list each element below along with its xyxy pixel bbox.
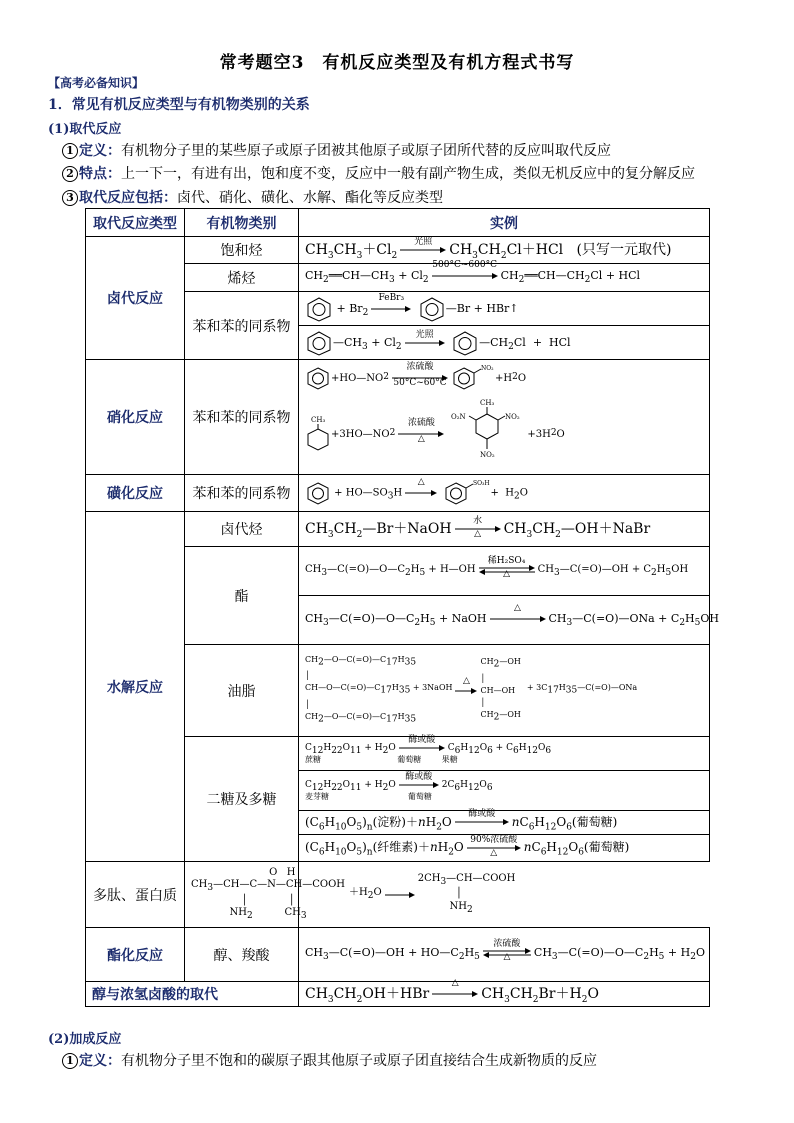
subsection-heading-2: (2)加成反应	[48, 1032, 122, 1047]
example-starch: $(C_6H_{10}O_5)_n$(淀粉)$+nH_2O$ 酶或酸 $nC_6H_{12}O_6$(葡萄糖)	[299, 811, 710, 835]
example-fat: $CH_2—O—C(=O)—C_{17}H_{35}$ │ $CH—O—C(=O)—C_{17}H_{35}$ + 3NaOH │ $CH_2—O—C(=O)—C_{17}H_{35}$ △ $CH_2—OH$ │ CH—OH │ $CH_2—OH$ + $3C_{17}H_{35}—C(=O)—ONa$	[299, 645, 710, 737]
class-benzene: 苯和苯的同系物	[185, 475, 299, 512]
reaction-arrow: 浓硫酸 50°C~60°C	[393, 362, 447, 388]
nitrobenzene-icon	[451, 364, 495, 392]
reaction-table	[85, 208, 719, 1007]
example-cellulose: $(C_6H_{10}O_5)_n$(纤维素)$+nH_2O$ 90%浓硫酸 △ $nC_6H_{12}O_6$(葡萄糖)	[299, 835, 710, 862]
benzene-ring-icon	[418, 296, 446, 322]
svg-text:NO₂: NO₂	[505, 413, 521, 421]
class-benzene: 苯和苯的同系物	[185, 360, 299, 475]
class-fat: 油脂	[185, 645, 299, 737]
reaction-arrow: 酶或酸	[399, 781, 439, 789]
definition-line-2	[62, 1050, 597, 1070]
class-ester: 酯	[185, 547, 299, 645]
class-sugar: 二糖及多糖	[185, 737, 299, 862]
example-benzene-bromination: + $Br_2$ FeBr₃ —Br + HBr↑	[299, 292, 710, 326]
circled-number: 2	[62, 166, 78, 182]
example-saturated: $CH_3CH_3+Cl_2$ 光照 $CH_3CH_2Cl+HCl$ (只写一元取代)	[299, 237, 710, 264]
section-tag: 【高考必备知识】	[48, 76, 145, 90]
feature-text: 上一下一，有进有出，饱和度不变，反应中一般有副产物生成，类似无机反应中的复分解反应	[121, 166, 695, 182]
svg-text:NO₂: NO₂	[480, 365, 494, 372]
definition-label: 定义：	[79, 1053, 121, 1069]
example-alcohol-hx: $CH_3CH_2OH+HBr$ △ $CH_3CH_2Br+H_2O$	[299, 982, 710, 1007]
reaction-arrow: △	[432, 990, 478, 998]
class-alkene: 烯烃	[185, 264, 299, 292]
includes-line	[62, 187, 443, 207]
svg-text:CH₃: CH₃	[311, 416, 326, 424]
reaction-arrow: △	[405, 489, 437, 497]
definition-line	[62, 140, 611, 160]
includes-label: 取代反应包括：	[79, 190, 177, 206]
circled-number: 3	[62, 190, 78, 206]
class-halide: 卤代烃	[185, 512, 299, 547]
svg-text:O₂N: O₂N	[451, 413, 467, 421]
example-sucrose: $C_{12}H_{22}O_{11} + H_2O$ 酶或酸 $C_6H_{12}O_6 + C_6H_{12}O_6$ 蔗糖 葡萄糖 果糖	[299, 737, 710, 771]
header-type: 取代反应类型	[86, 209, 185, 237]
type-sulfonation: 磺化反应	[86, 475, 185, 512]
feature-line	[62, 163, 695, 183]
reaction-arrow: 光照	[405, 339, 445, 347]
reaction-arrow: △	[490, 615, 546, 623]
example-alkene: $CH_2══CH—CH_3 + Cl_2$ 500°C~600°C $CH_2══CH—CH_2Cl$ + HCl	[299, 264, 710, 292]
example-sulfonation: + $HO—SO_3H$ △ SO₃H + $H_2O$	[299, 475, 710, 512]
header-example: 实例	[299, 209, 710, 237]
reaction-arrow: 浓硫酸 △	[483, 948, 531, 958]
reaction-arrow: FeBr₃	[371, 305, 411, 313]
benzene-ring-icon	[305, 366, 331, 390]
class-benzene: 苯和苯的同系物	[185, 292, 299, 360]
definition-text: 有机物分子里的某些原子或原子团被其他原子或原子团所代替的反应叫取代反应	[121, 143, 611, 159]
feature-label: 特点：	[79, 166, 121, 182]
example-halide: $CH_3CH_2—Br+NaOH$ 水 △ $CH_3CH_2—OH+NaBr$	[299, 512, 710, 547]
benzene-ring-icon	[451, 330, 479, 356]
benzenesulfonic-icon	[443, 479, 491, 507]
includes-text: 卤代、硝化、磺化、水解、酯化等反应类型	[177, 190, 443, 206]
benzene-ring-icon	[305, 296, 333, 322]
class-saturated: 饱和烃	[185, 237, 299, 264]
benzene-ring-icon	[305, 481, 331, 505]
example-peptide: O H $CH_3—CH—C—N—CH—COOH$ │ │ $NH_2$ $CH_3$ $+H_2O$ $2CH_3—CH—COOH$ │ $NH_2$	[185, 862, 299, 928]
reaction-arrow: 光照	[400, 246, 446, 254]
section-heading: 1．常见有机反应类型与有机物类别的关系	[48, 97, 310, 113]
example-toluene-chlorination: $—CH_3 + Cl_2$ 光照 $—CH_2Cl$ + HCl	[299, 326, 710, 360]
reaction-arrow	[385, 891, 415, 899]
subsection-heading: (1)取代反应	[48, 122, 122, 137]
svg-text:NO₂: NO₂	[480, 451, 496, 459]
reaction-arrow: 90%浓硫酸 △	[467, 844, 521, 852]
header-class: 有机物类别	[185, 209, 299, 237]
page-title: 常考题空3 有机反应类型及有机方程式书写	[219, 53, 575, 73]
definition-text: 有机物分子里不饱和的碳原子跟其他原子或原子团直接结合生成新物质的反应	[121, 1053, 597, 1069]
svg-text:CH₃: CH₃	[480, 399, 495, 407]
type-esterification: 酯化反应	[86, 928, 185, 982]
toluene-icon	[305, 414, 331, 454]
reaction-arrow: 稀H₂SO₄ △	[479, 565, 535, 575]
example-ester-base: $CH_3—C(=O)—O—C_2H_5$ + NaOH △ $CH_3—C(=O)—ONa + C_2H_5OH$	[299, 596, 710, 645]
example-maltose: $C_{12}H_{22}O_{11} + H_2O$ 酶或酸 $2C_6H_{12}O_6$ 麦芽糖 葡萄糖	[299, 771, 710, 811]
reaction-arrow: 水 △	[455, 525, 501, 533]
reaction-arrow: 酶或酸	[399, 744, 445, 752]
circled-number: 1	[62, 1053, 78, 1069]
reaction-arrow: △	[455, 687, 477, 695]
reaction-arrow: 浓硫酸 △	[398, 430, 444, 438]
example-ester-acid: $CH_3—C(=O)—O—C_2H_5$ + H—OH 稀H₂SO₄ △ $CH_3—C(=O)—OH + C_2H_5OH$	[299, 547, 710, 596]
type-nitration: 硝化反应	[86, 360, 185, 475]
class-protein: 多肽、蛋白质	[86, 862, 185, 928]
tnt-icon	[447, 397, 527, 471]
type-alcohol-hx: 醇与浓氢卤酸的取代	[86, 982, 299, 1007]
circled-number: 1	[62, 143, 78, 159]
benzene-ring-icon	[305, 330, 333, 356]
definition-label: 定义：	[79, 143, 121, 159]
class-alcohol-acid: 醇、羧酸	[185, 928, 299, 982]
type-hydrolysis: 水解反应	[86, 512, 185, 862]
reaction-arrow: 500°C~600°C	[432, 272, 498, 280]
example-esterification: $CH_3—C(=O)—OH$ + $HO—C_2H_5$ 浓硫酸 △ $CH_3—C(=O)—O—C_2H_5 + H_2O$	[299, 928, 710, 982]
reaction-arrow: 酶或酸	[455, 818, 509, 826]
example-nitration: +HO—NO 2 浓硫酸 50°C~60°C NO₂ +H 2 O CH₃ +3HO—NO 2 浓硫酸 △ CH₃ O₂N NO₂ NO₂ +3H 2 O	[299, 360, 710, 475]
type-halogenation: 卤代反应	[86, 237, 185, 360]
svg-text:SO₃H: SO₃H	[473, 480, 491, 487]
